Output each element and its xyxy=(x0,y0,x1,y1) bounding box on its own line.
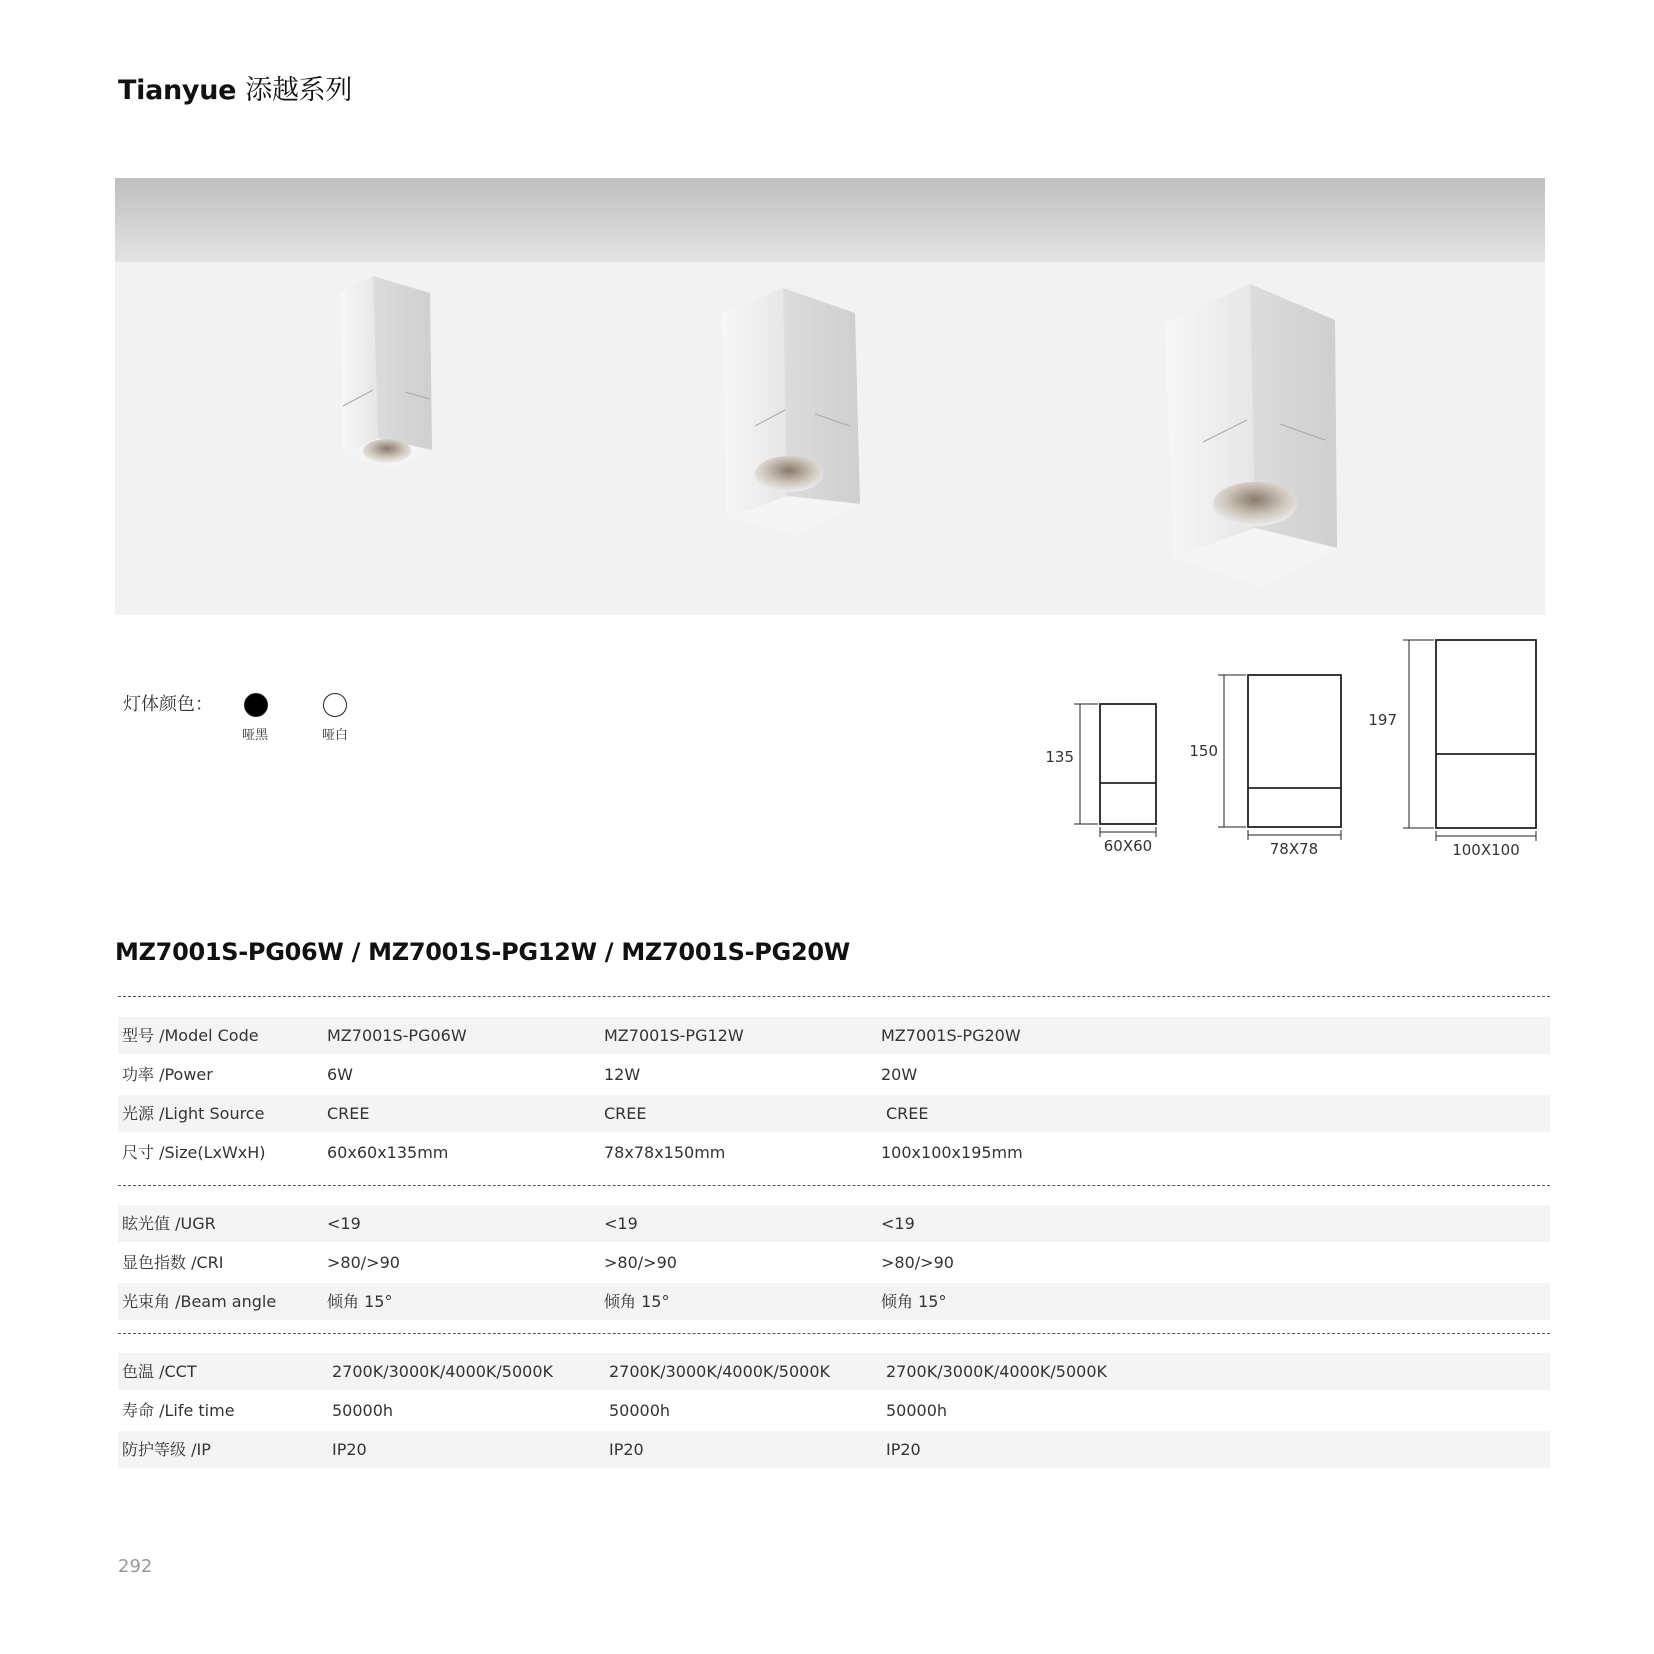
page-number: 292 xyxy=(118,1556,153,1577)
spec-value: 倾角 15° xyxy=(327,1292,393,1311)
spec-value: 2700K/3000K/4000K/5000K xyxy=(332,1362,554,1381)
spec-value: 2700K/3000K/4000K/5000K xyxy=(886,1362,1108,1381)
spec-label: 光束角 /Beam angle xyxy=(122,1292,277,1311)
spec-row-model-code xyxy=(118,1017,1550,1054)
spec-value: 12W xyxy=(604,1065,641,1084)
spec-value: IP20 xyxy=(332,1440,367,1459)
dim-base-medium: 78X78 xyxy=(1269,840,1319,858)
spec-label: 功率 /Power xyxy=(122,1065,213,1084)
spec-label: 防护等级 /IP xyxy=(122,1440,211,1459)
dimension-drawing-medium xyxy=(1218,675,1341,840)
swatch-matte-white[interactable] xyxy=(323,693,347,717)
spec-value: 20W xyxy=(881,1065,918,1084)
spec-value: 50000h xyxy=(332,1401,394,1420)
spec-value: >80/>90 xyxy=(604,1253,677,1272)
spec-label: 尺寸 /Size(LxWxH) xyxy=(122,1143,266,1162)
divider xyxy=(118,996,1550,997)
spec-value: >80/>90 xyxy=(881,1253,954,1272)
spec-row-power xyxy=(118,1056,1550,1093)
product-hero-image xyxy=(115,178,1545,615)
spec-label: 光源 /Light Source xyxy=(122,1104,265,1123)
dim-height-large: 197 xyxy=(1368,711,1397,729)
spec-value: IP20 xyxy=(886,1440,921,1459)
spec-row-beam-angle xyxy=(118,1283,1550,1320)
spec-value: 60x60x135mm xyxy=(327,1143,449,1162)
spec-value: 6W xyxy=(327,1065,353,1084)
divider xyxy=(118,1185,1550,1186)
dimension-drawing-large xyxy=(1403,640,1536,841)
dim-base-large: 100X100 xyxy=(1452,841,1520,859)
spec-row-ip xyxy=(118,1431,1550,1468)
spec-value: 100x100x195mm xyxy=(881,1143,1023,1162)
brand-title xyxy=(118,68,352,107)
spec-value: 2700K/3000K/4000K/5000K xyxy=(609,1362,831,1381)
spec-value: MZ7001S-PG20W xyxy=(881,1026,1021,1045)
spec-value: <19 xyxy=(881,1214,915,1233)
product-illustration xyxy=(115,178,1545,615)
spec-row-cct xyxy=(118,1353,1550,1390)
spec-value: 50000h xyxy=(609,1401,671,1420)
spec-row-light-source xyxy=(118,1095,1550,1132)
spec-value: 倾角 15° xyxy=(881,1292,947,1311)
lamp-large xyxy=(1165,284,1337,588)
dim-base-small: 60X60 xyxy=(1103,837,1153,855)
spec-value: 倾角 15° xyxy=(604,1292,670,1311)
spec-value: 78x78x150mm xyxy=(604,1143,726,1162)
swatch-label-matte-white: 哑白 xyxy=(322,728,349,743)
spec-label: 显色指数 /CRI xyxy=(122,1253,224,1272)
divider xyxy=(118,1333,1550,1334)
spec-label: 型号 /Model Code xyxy=(122,1026,259,1045)
spec-value: MZ7001S-PG12W xyxy=(604,1026,744,1045)
spec-row-size xyxy=(118,1134,1550,1171)
dim-height-small: 135 xyxy=(1045,748,1074,766)
swatch-matte-black[interactable] xyxy=(244,693,268,717)
spec-value: <19 xyxy=(604,1214,638,1233)
body-color-label: 灯体颜色： xyxy=(123,694,213,715)
series-name: 添越系列 xyxy=(245,75,353,106)
spec-value: CREE xyxy=(886,1104,929,1123)
spec-value: CREE xyxy=(327,1104,370,1123)
spec-value: MZ7001S-PG06W xyxy=(327,1026,467,1045)
spec-row-ugr xyxy=(118,1205,1550,1242)
spec-value: <19 xyxy=(327,1214,361,1233)
spec-label: 眩光值 /UGR xyxy=(122,1214,216,1233)
spec-value: CREE xyxy=(604,1104,647,1123)
spec-label: 寿命 /Life time xyxy=(122,1401,235,1420)
spec-row-life-time xyxy=(118,1392,1550,1429)
dimension-drawing-small xyxy=(1074,704,1156,837)
model-title: MZ7001S-PG06W / MZ7001S-PG12W / MZ7001S-PG20W xyxy=(115,938,850,966)
dimension-drawings xyxy=(1040,630,1550,860)
dim-height-medium: 150 xyxy=(1189,742,1218,760)
spec-value: 50000h xyxy=(886,1401,948,1420)
swatch-label-matte-black: 哑黑 xyxy=(242,728,269,743)
spec-value: IP20 xyxy=(609,1440,644,1459)
lamp-medium xyxy=(721,288,860,536)
spec-value: >80/>90 xyxy=(327,1253,400,1272)
brand-name: Tianyue xyxy=(118,75,237,106)
spec-label: 色温 /CCT xyxy=(122,1362,197,1381)
spec-row-cri xyxy=(118,1244,1550,1281)
lamp-small xyxy=(340,276,432,470)
